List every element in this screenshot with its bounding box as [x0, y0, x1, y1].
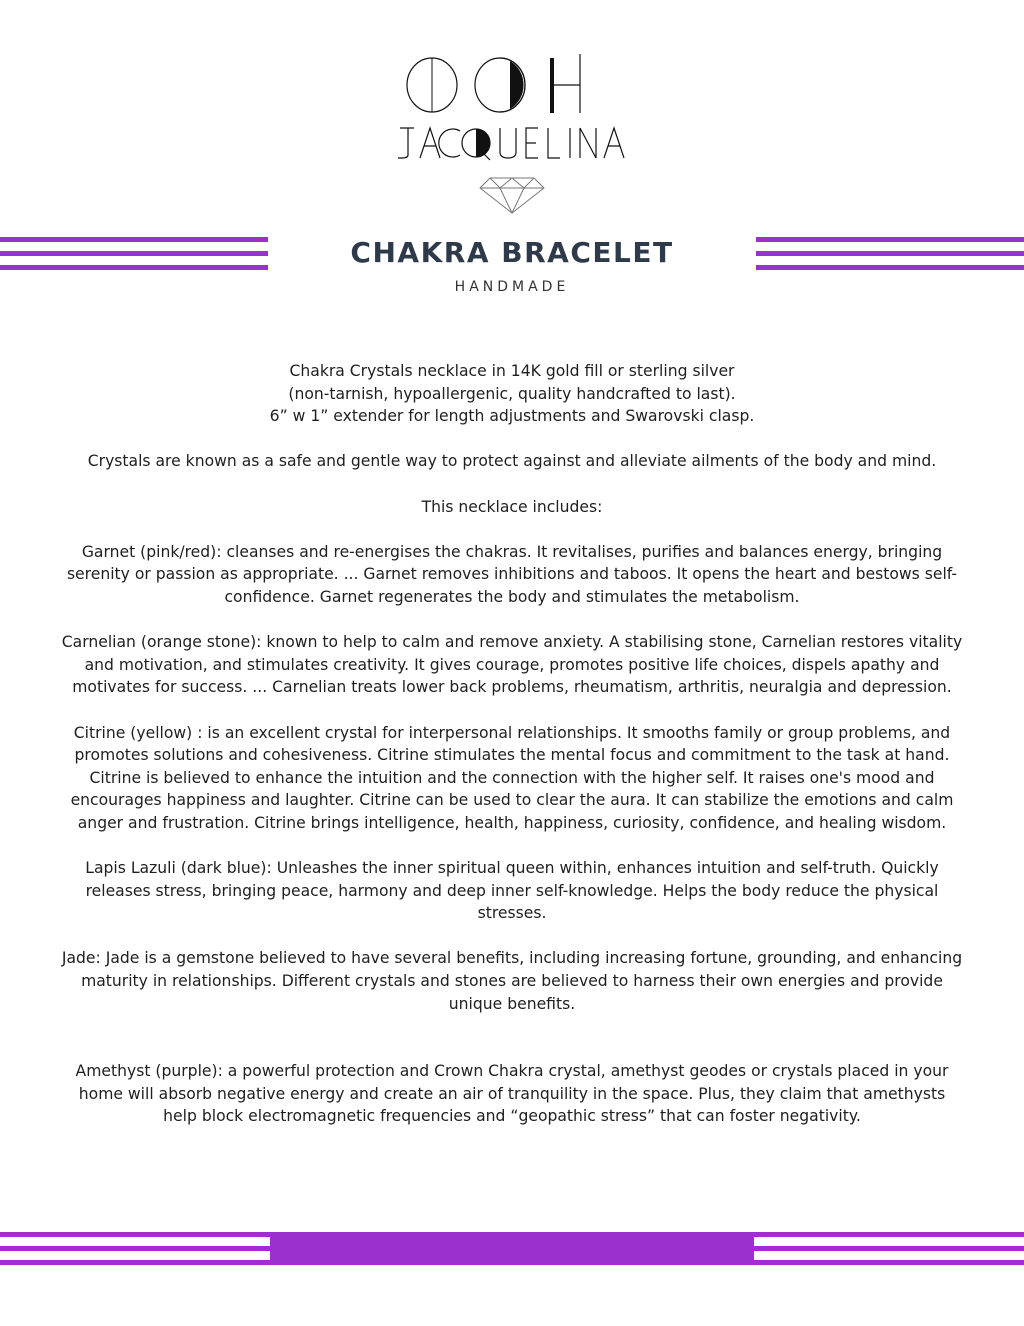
- footer-stripes: [0, 1232, 1024, 1265]
- carnelian-paragraph: Carnelian (orange stone): known to help to calm and remove anxiety. A stabilising stone, Carnelian restores vitality and motivation, and stimulates creativity. It gives courage, promotes positive life choices, dispels apathy and motivates for success. ... Carnelian treats lower back problems, rheumatism, arthritis, neuralgia and depression.: [61, 633, 963, 697]
- intro-line-1: Chakra Crystals necklace in 14K gold fill or sterling silver: [289, 362, 735, 380]
- product-description: [60, 360, 964, 1151]
- logo-letters-jacquelina: [398, 128, 624, 160]
- intro-line-3: 6” w 1” extender for length adjustments and Swarovski clasp.: [269, 407, 755, 426]
- amethyst-paragraph: Amethyst (purple): a powerful protection and Crown Chakra crystal, amethyst geodes or crystals placed in your home will absorb negative energy and create an air of tranquility in the space. Plus, they claim that amethysts help block electromagnetic frequencies and “geopathic stress” that can foster negativity.: [75, 1062, 949, 1126]
- crystals-paragraph: Crystals are known as a safe and gentle way to protect against and alleviate ailments of the body and mind.: [87, 452, 937, 471]
- lapis-paragraph: Lapis Lazuli (dark blue): Unleashes the inner spiritual queen within, enhances intuition and self-truth. Quickly releases stress, bringing peace, harmony and deep inner self-knowledge. Helps the body reduce the physical stresses.: [85, 859, 939, 923]
- logo-letters-ooh: [407, 54, 580, 113]
- jade-paragraph: Jade: Jade is a gemstone believed to have several benefits, including increasing fortune, grounding, and enhancing maturity in relationships. Different crystals and stones are believed to harness their own energies and provide unique benefits.: [61, 949, 963, 1013]
- intro-line-2: (non-tarnish, hypoallergenic, quality handcrafted to last).: [288, 384, 736, 403]
- brand-logo: [0, 40, 1024, 220]
- includes-heading: This necklace includes:: [421, 497, 603, 516]
- page-title: CHAKRA BRACELET: [350, 236, 674, 269]
- page-subtitle: HANDMADE: [454, 279, 570, 295]
- footer-bar-block: [270, 1232, 754, 1265]
- intro-paragraph: [60, 360, 964, 428]
- logo-mark: [392, 40, 632, 215]
- diamond-icon: [480, 178, 544, 213]
- citrine-paragraph: Citrine (yellow) : is an excellent crystal for interpersonal relationships. It smooths family or group problems, and promotes solutions and cohesiveness. Citrine stimulates the mental focus and commitment to the task at hand. Citrine is believed to enhance the intuition and the connection with the higher self. It raises one's mood and encourages happiness and laughter. Citrine can be used to clear the aura. It can stabilize the emotions and calm anger and frustration. Citrine brings intelligence, health, happiness, curiosity, confidence, and healing wisdom.: [70, 723, 954, 832]
- garnet-paragraph: Garnet (pink/red): cleanses and re-energises the chakras. It revitalises, purifies and balances energy, bringing serenity or passion as appropriate. ... Garnet removes inhibitions and taboos. It opens the heart and bestows self-confidence. Garnet regenerates the body and stimulates the metabolism.: [66, 542, 958, 606]
